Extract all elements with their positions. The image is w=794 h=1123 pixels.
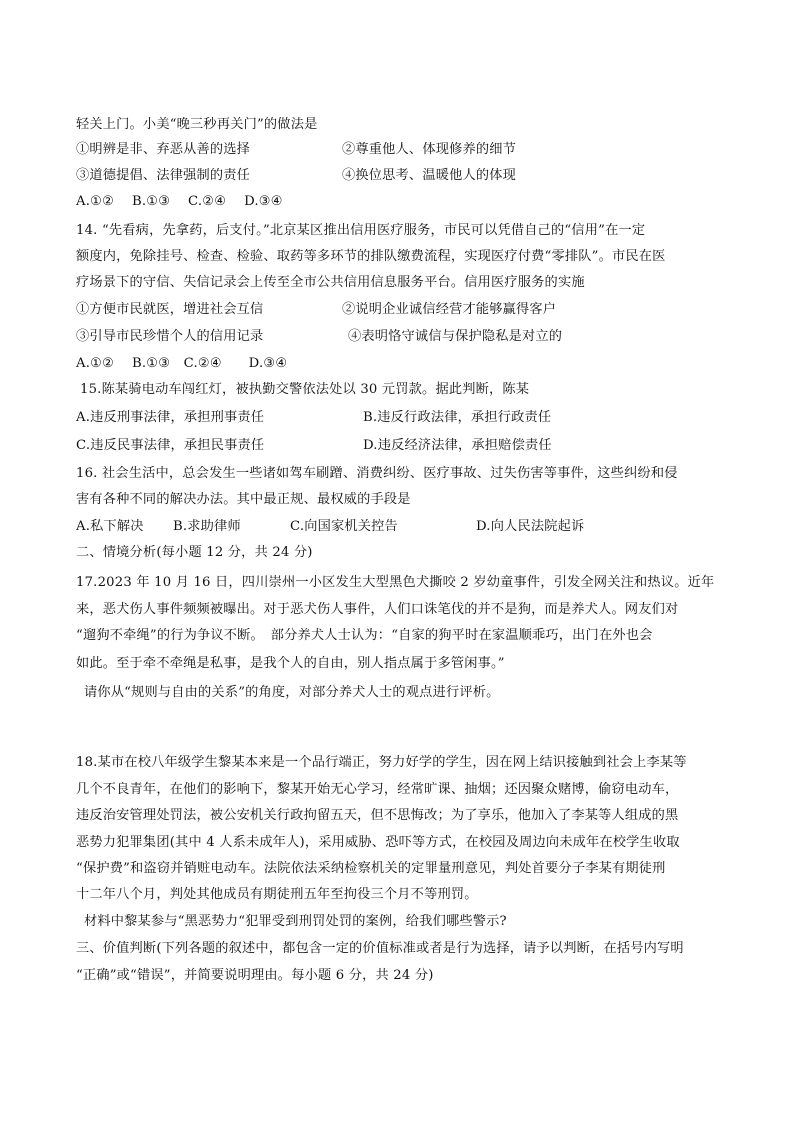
q14-stem-line2: 额度内，免除挂号、检查、检验、取药等多环节的排队缴费流程，实现医疗付费“零排队”。市民在医 xyxy=(76,249,666,264)
q15-stem: 15.陈某骑电动车闯红灯，被执勤交警依法处以 30 元罚款。据此判断，陈某 xyxy=(80,382,530,397)
section-3-title-line2: “正确”或“错误”，并简要说明理由。每小题 6 分，共 24 分) xyxy=(76,968,434,983)
q13-option-4: ④换位思考、温暖他人的体现 xyxy=(342,168,517,183)
q13-options-row1 xyxy=(76,141,517,159)
q16-option-d: D.向人民法院起诉 xyxy=(476,519,585,534)
q14-choices: A.①② B.①③ C.②④ D.③④ xyxy=(76,356,288,371)
q14-option-3: ③引导市民珍惜个人的信用记录 xyxy=(76,329,264,344)
q17-line2: 来，恶犬伤人事件频频被曝出。对于恶犬伤人事件，人们口诛笔伐的并不是狗，而是养犬人。网友们对 xyxy=(76,602,679,617)
q13-option-1: ①明辨是非、弃恶从善的选择 xyxy=(76,142,251,157)
q17-question: 请你从“规则与自由的关系”的角度，对部分养犬人士的观点进行评析。 xyxy=(84,685,500,700)
q14-stem-line3: 疗场景下的守信、失信记录会上传至全市公共信用信息服务平台。信用医疗服务的实施 xyxy=(76,275,585,290)
q16-options xyxy=(76,518,585,536)
q13-stem-tail: 轻关上门。小美“晚三秒再关门”的做法是 xyxy=(76,117,318,132)
q18-line6: 十二年八个月，判处其他成员有期徒刑五年至拘役三个月不等刑罚。 xyxy=(76,887,478,902)
q15-option-b: B.违反行政法律，承担行政责任 xyxy=(363,410,552,425)
q17-line4: 如此。至于牵不牵绳是私事，是我个人的自由，别人指点属于多管闲事。” xyxy=(76,656,505,671)
q18-line4: 恶势力犯罪集团(其中 4 人系未成年人)，采用威胁、恐吓等方式，在校园及周边向未成年在校学生收取 xyxy=(76,835,680,850)
q13-option-2: ②尊重他人、体现修养的细节 xyxy=(342,142,517,157)
q14-stem-line1: 14. “先看病，先拿药，后支付。”北京某区推出信用医疗服务，市民可以凭借自己的“信用”在一定 xyxy=(76,223,646,238)
q17-line3: “遛狗不牵绳”的行为争议不断。 部分养犬人士认为：“自家的狗平时在家温顺乖巧，出门在外也会 xyxy=(76,628,653,643)
q16-stem-line2: 害有各种不同的解决办法。其中最正规、最权威的手段是 xyxy=(76,492,411,507)
q14-options-row2 xyxy=(76,328,563,346)
q13-option-3: ③道德提倡、法律强制的责任 xyxy=(76,168,251,183)
section-3-title-line1: 三、价值判断(下列各题的叙述中，都包含一定的价值标准或者是行为选择，请予以判断，在括号内写明 xyxy=(76,941,684,956)
q15-option-d: D.违反经济法律，承担赔偿责任 xyxy=(363,438,552,453)
q18-question: 材料中黎某参与“黑恶势力“犯罪受到刑罚处罚的案例，给我们哪些警示? xyxy=(84,914,507,929)
q16-option-c: C.向国家机关控告 xyxy=(290,519,398,534)
q17-line1: 17.2023 年 10 月 16 日，四川崇州一小区发生大型黑色犬撕咬 2 岁幼童事件，引发全网关注和热议。近年 xyxy=(76,575,715,590)
q13-choices: A.①② B.①③ C.②④ D.③④ xyxy=(76,194,283,209)
q18-line5: “保护费”和盗窃并销赃电动车。法院依法采纳检察机关的定罪量刑意见，判处首要分子李某有期徒刑 xyxy=(76,861,666,876)
q15-options-row2 xyxy=(76,437,552,455)
q15-option-a: A.违反刑事法律，承担刑事责任 xyxy=(76,410,265,425)
q16-stem-line1: 16. 社会生活中，总会发生一些诸如驾车刷蹭、消费纠纷、医疗事故、过失伤害等事件，这些纠纷和侵 xyxy=(76,466,678,481)
q18-line2: 几个不良青年，在他们的影响下，黎某开始无心学习，经常旷课、抽烟；还因聚众赌博，偷窃电动车， xyxy=(76,782,679,797)
q15-options-row1 xyxy=(76,409,552,427)
q16-option-a: A.私下解决 xyxy=(76,519,144,534)
q14-option-4: ④表明恪守诚信与保护隐私是对立的 xyxy=(348,329,563,344)
q15-option-c: C.违反民事法律，承担民事责任 xyxy=(76,438,265,453)
q16-option-b: B.求助律师 xyxy=(173,519,241,534)
q18-line1: 18.某市在校八年级学生黎某本来是一个品行端正，努力好学的学生，因在网上结识接触到社会上李某等 xyxy=(76,755,687,770)
q18-line3: 违反治安管理处罚法，被公安机关行政拘留五天，但不思悔改；为了享乐，他加入了李某等人组成的黑 xyxy=(76,808,679,823)
section-2-title: 二、情境分析(每小题 12 分，共 24 分) xyxy=(76,545,313,560)
q14-options-row1 xyxy=(76,301,557,319)
q14-option-2: ②说明企业诚信经营才能够赢得客户 xyxy=(342,302,557,317)
q14-option-1: ①方便市民就医，增进社会互信 xyxy=(76,302,264,317)
q13-options-row2 xyxy=(76,167,517,185)
